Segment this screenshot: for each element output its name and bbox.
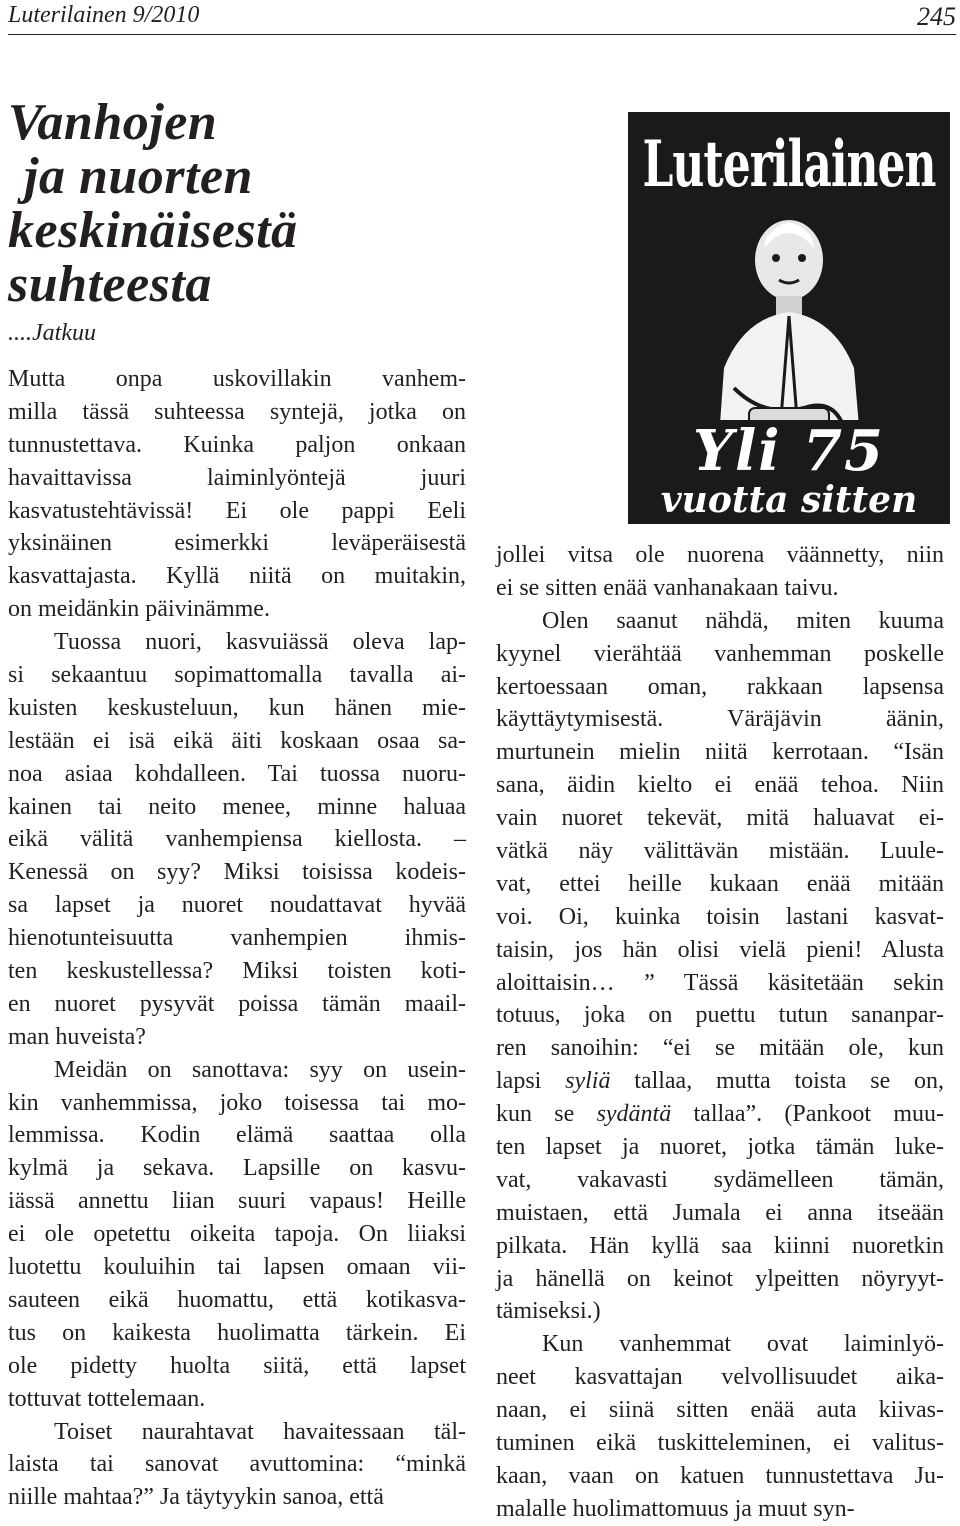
text-line: vat, vakavasti sydämelleen tämän, bbox=[496, 1166, 944, 1193]
text-line: luotettu kouluihin tai lapsen omaan vii- bbox=[8, 1254, 466, 1281]
text-line: kaan, vaan on katuen tunnustettava Ju- bbox=[496, 1462, 944, 1489]
text-line bbox=[496, 1098, 944, 1131]
title-line: suhteesta bbox=[8, 256, 212, 313]
text-line: totuus, joka on puettu tutun sananpar- bbox=[496, 1002, 944, 1029]
text-line: tus on kaikesta huolimatta tärkein. Ei bbox=[8, 1319, 466, 1346]
text-line: en nuoret pysyvät poissa tämän maail- bbox=[8, 990, 466, 1017]
text-line: tämiseksi.) bbox=[496, 1298, 601, 1325]
text-line: havaittavissa laiminlyöntejä juuri bbox=[8, 464, 466, 491]
text-segment: kun se bbox=[496, 1101, 597, 1128]
text-line: kylmä ja sekava. Lapsille on kasvu- bbox=[8, 1155, 466, 1182]
page-header bbox=[8, 0, 956, 35]
right-text-column bbox=[496, 539, 944, 1526]
text-line: ten lapset ja nuoret, jotka tämän luke- bbox=[496, 1134, 944, 1161]
text-line: Toiset naurahtavat havaitessaan täl- bbox=[54, 1418, 466, 1445]
text-line: tuminen eikä tuskitteleminen, ei valitus- bbox=[496, 1430, 944, 1457]
text-line: Olen saanut nähdä, miten kuuma bbox=[542, 607, 944, 634]
text-line: neet kasvattajan velvollisuudet aika- bbox=[496, 1364, 944, 1391]
text-line: vätkä näy välittävän mistään. Luule- bbox=[496, 838, 944, 865]
text-line: lemmissa. Kodin elämä saattaa olla bbox=[8, 1122, 466, 1149]
text-line: ren sanoihin: “ei se mitään ole, kun bbox=[496, 1035, 944, 1062]
text-line: muistaen, että Jumala ei anna itseään bbox=[496, 1199, 944, 1226]
text-line: Kun vanhemmat ovat laiminlyö- bbox=[542, 1331, 944, 1358]
text-line: kasvattajasta. Kyllä niitä on muitakin, bbox=[8, 563, 466, 590]
text-line: kyynel vierähtää vanhemman poskelle bbox=[496, 640, 944, 667]
text-line: eikä välitä vanhempiensa kiellosta. – bbox=[8, 826, 466, 853]
text-line: naan, ei siinä sitten enää auta kiivas- bbox=[496, 1397, 944, 1424]
text-line: hienotunteisuutta vanhempien ihmis- bbox=[8, 925, 466, 952]
text-line: noa asiaa kohdalleen. Tai tuossa nuoru- bbox=[8, 760, 466, 787]
title-line: ja nuorten bbox=[24, 148, 253, 205]
text-line: si sekaantuu sopimattomalla tavalla ai- bbox=[8, 662, 466, 689]
text-line: aloittaisin… ” Tässä käsitetään sekin bbox=[496, 969, 944, 996]
text-line: vain nuoret tekevät, mitä haluavat ei- bbox=[496, 805, 944, 832]
text-line: tunnustettava. Kuinka paljon onkaan bbox=[8, 431, 466, 458]
text-line: voi. Oi, kuinka toisin lastani kasvat- bbox=[496, 903, 944, 930]
text-line: jollei vitsa ole nuorena väännetty, niin bbox=[496, 542, 944, 568]
text-line: taisin, jos hän olisi vielä pieni! Alusta bbox=[496, 936, 944, 963]
text-line: Meidän on sanottava: syy on usein- bbox=[54, 1056, 466, 1083]
text-line: man huveista? bbox=[8, 1023, 146, 1050]
text-line: iässä annettu liian suuri vapaus! Heille bbox=[8, 1188, 466, 1215]
title-line: keskinäisestä bbox=[8, 202, 298, 259]
text-line: malalle huolimattomuus ja muut syn- bbox=[496, 1495, 855, 1522]
text-line: on meidänkin päivinämme. bbox=[8, 596, 270, 623]
text-line: kasvatustehtävissä! Ei ole pappi Eeli bbox=[8, 497, 466, 524]
text-segment: tallaa”. (Pankoot muu- bbox=[671, 1101, 945, 1128]
logo-tagline bbox=[628, 420, 950, 524]
text-line: sana, äidin kielto ei enää tehoa. Niin bbox=[496, 772, 944, 799]
emphasized-word: syliä bbox=[565, 1068, 611, 1095]
text-line: tottuvat tottelemaan. bbox=[8, 1385, 206, 1412]
text-line: ja hänellä on keinot ylpeitten nöyryyt- bbox=[496, 1265, 944, 1292]
text-line: Tuossa nuori, kasvuiässä oleva lap- bbox=[54, 629, 466, 656]
text-line bbox=[496, 1065, 944, 1098]
text-line: niille mahtaa?” Ja täytyykin sanoa, että bbox=[8, 1484, 384, 1511]
text-line: käyttäytymisestä. Väräjävin äänin, bbox=[496, 706, 944, 733]
text-line: sauteen eikä huomattu, että kotikasva- bbox=[8, 1286, 466, 1313]
page-number: 245 bbox=[917, 2, 956, 31]
text-line: kuisten keskusteluun, kun hänen mie- bbox=[8, 694, 466, 721]
text-line: vat, ettei heille kukaan enää mitään bbox=[496, 870, 944, 897]
emphasized-word: sydäntä bbox=[596, 1101, 672, 1128]
text-line: milla tässä suhteessa syntejä, jotka on bbox=[8, 398, 466, 425]
text-line: pilkata. Hän kyllä saa kiinni nuoretkin bbox=[496, 1232, 944, 1259]
logo-masthead: Luterilainen bbox=[642, 128, 936, 202]
text-line: sa lapset ja nuoret noudattavat hyvää bbox=[8, 892, 466, 919]
text-line: ei ole opetettu oikeita tapoja. On liiaksi bbox=[8, 1221, 466, 1248]
text-line: ei se sitten enää vanhanakaan taivu. bbox=[496, 574, 839, 601]
article-title bbox=[8, 96, 448, 312]
logo-tagline-small: vuotta sitten bbox=[660, 479, 918, 521]
text-line: Mutta onpa uskovillakin vanhem- bbox=[8, 366, 466, 392]
text-line: murtunein mielin niitä kerrotaan. “Isän bbox=[496, 739, 944, 766]
text-line: laista tai sanovat avuttomina: “minkä bbox=[8, 1451, 466, 1478]
left-text-column bbox=[8, 363, 466, 1514]
text-line: kertoessaan oman, rakkaan lapsensa bbox=[496, 673, 944, 700]
text-line: ten keskustellessa? Miksi toisten koti- bbox=[8, 958, 466, 985]
text-line: ole pidetty huolta siitä, että lapset bbox=[8, 1352, 466, 1379]
text-line: Kenessä on syy? Miksi toisissa kodeis- bbox=[8, 859, 466, 886]
continued-label: ....Jatkuu bbox=[8, 320, 96, 346]
text-line: kin vanhemmissa, joko toisessa tai mo- bbox=[8, 1089, 466, 1116]
title-line: Vanhojen bbox=[8, 94, 218, 151]
logo-tagline-big: Yli 75 bbox=[693, 418, 885, 484]
publication-issue: Luterilainen 9/2010 bbox=[8, 2, 200, 28]
text-segment: lapsi bbox=[496, 1068, 566, 1095]
text-segment: tallaa, mutta toista se on, bbox=[610, 1068, 945, 1095]
text-line: yksinäinen esimerkki leväperäisestä bbox=[8, 530, 466, 557]
text-line: lestään ei isä eikä äiti koskaan osaa sa- bbox=[8, 727, 466, 754]
text-line: kainen tai neito menee, minne haluaa bbox=[8, 793, 466, 820]
